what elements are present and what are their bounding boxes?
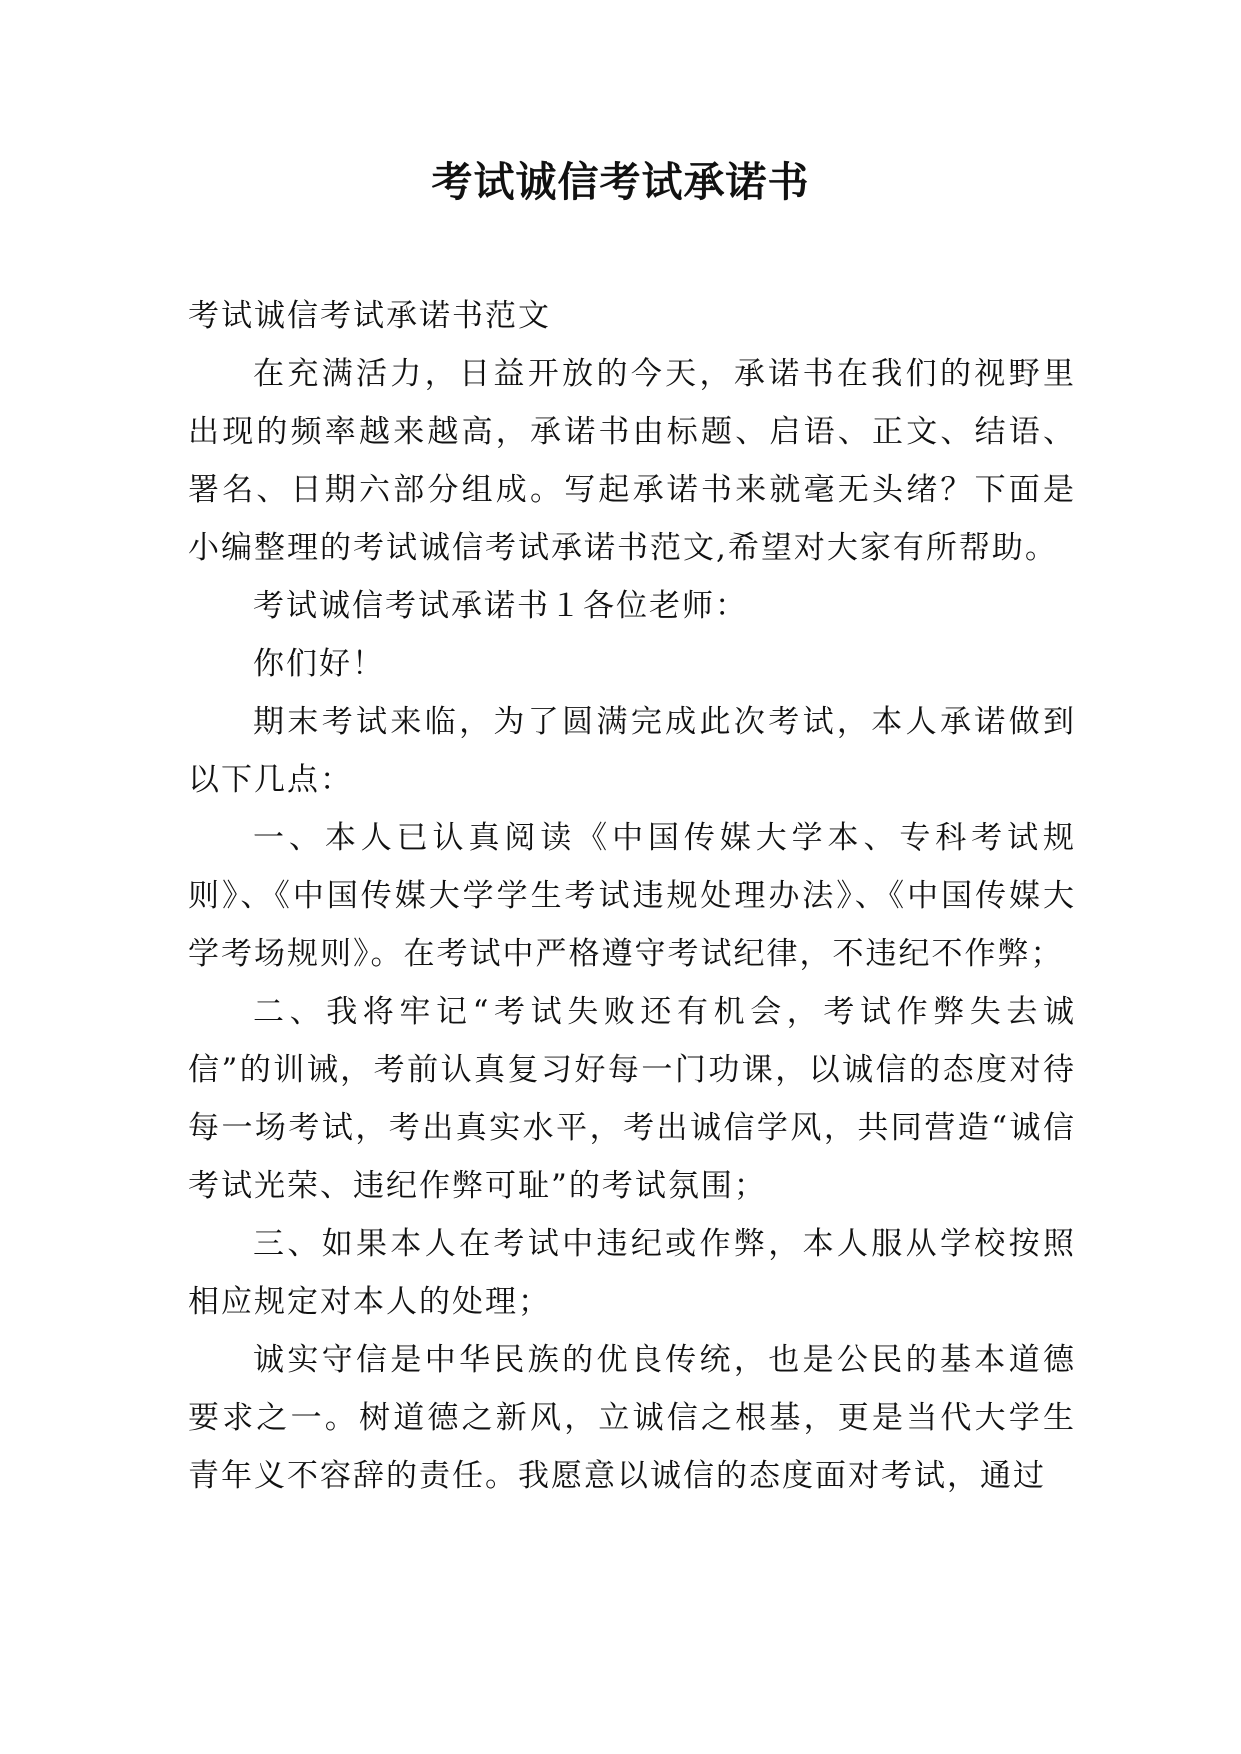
commitment-item-3: 三、如果本人在考试中违纪或作弊，本人服从学校按照相应规定对本人的处理； <box>188 1226 1076 1320</box>
commitment-item-2: 二、我将牢记“考试失败还有机会，考试作弊失去诚信”的训诫，考前认真复习好每一门功课，以诚信的态度对待每一场考试，考出真实水平，考出诚信学风，共同营造“诚信考试光荣、违纪作弊可耻”的考试氛围； <box>188 994 1076 1204</box>
document-body <box>188 287 1076 1505</box>
page-title: 考试诚信考试承诺书 <box>431 158 810 206</box>
commitment-intro: 期末考试来临，为了圆满完成此次考试，本人承诺做到以下几点： <box>188 704 1076 798</box>
closing-paragraph: 诚实守信是中华民族的优良传统，也是公民的基本道德要求之一。树道德之新风，立诚信之根基，更是当代大学生青年义不容辞的责任。我愿意以诚信的态度面对考试，通过 <box>188 1342 1076 1494</box>
letter-heading: 考试诚信考试承诺书１各位老师： <box>253 588 748 624</box>
commitment-item-1: 一、本人已认真阅读《中国传媒大学本、专科考试规则》、《中国传媒大学学生考试违规处理办法》、《中国传媒大学考场规则》。在考试中严格遵守考试纪律，不违纪不作弊； <box>188 820 1076 972</box>
greeting: 你们好！ <box>253 646 385 682</box>
document-subtitle: 考试诚信考试承诺书范文 <box>188 298 551 334</box>
intro-paragraph: 在充满活力，日益开放的今天，承诺书在我们的视野里出现的频率越来越高，承诺书由标题、启语、正文、结语、署名、日期六部分组成。写起承诺书来就毫无头绪？下面是小编整理的考试诚信考试承诺书范文,希望对大家有所帮助。 <box>188 356 1076 566</box>
